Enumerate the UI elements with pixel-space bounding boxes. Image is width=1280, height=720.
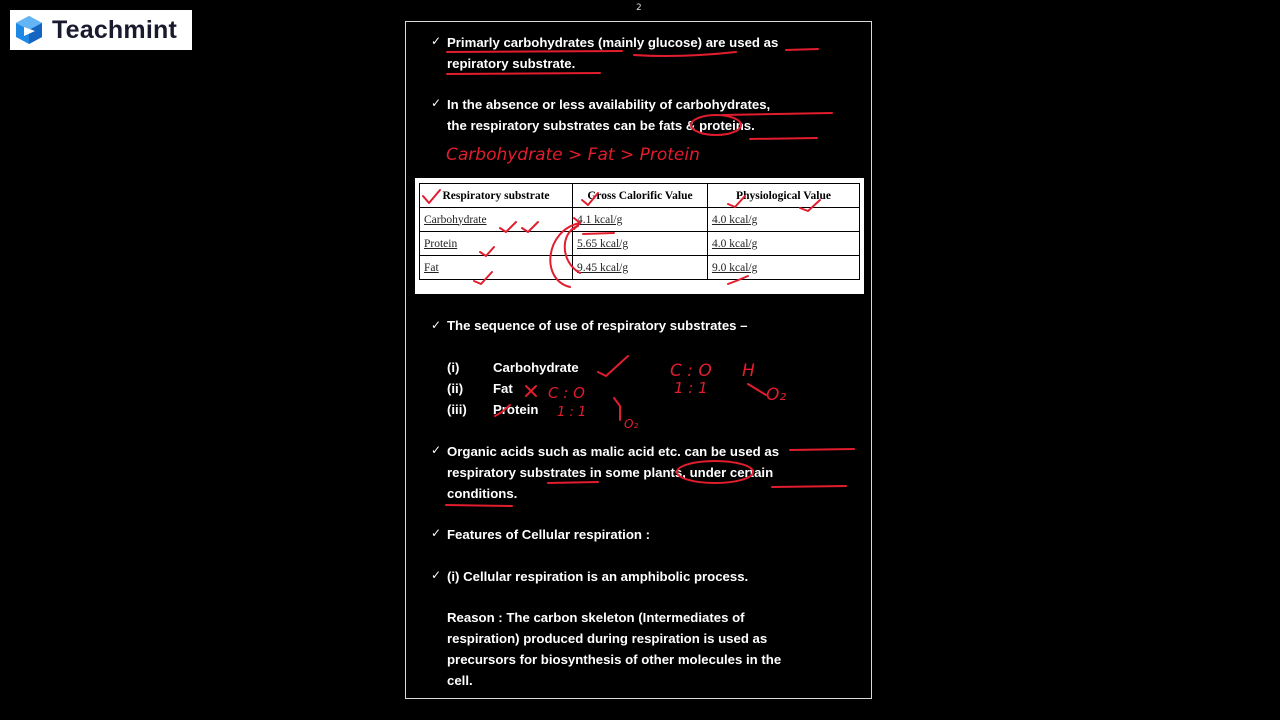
table-row: [420, 232, 860, 256]
table-cell: 4.0 kcal/g: [708, 232, 860, 256]
para-3-line-1: The sequence of use of respiratory substrates –: [447, 318, 748, 333]
sequence-item: Protein: [493, 402, 539, 417]
teachmint-logo: [10, 10, 192, 50]
table-row: [420, 208, 860, 232]
annotation-order-note: Carbohydrate > Fat > Protein: [446, 145, 700, 165]
para-6-line-1: (i) Cellular respiration is an amphibolic process.: [447, 569, 749, 584]
teachmint-cube-icon: [14, 15, 44, 45]
para-4-line-3: conditions.: [447, 486, 518, 501]
reason-line-2: respiration) produced during respiration is used as: [447, 631, 768, 646]
table-cell: 4.0 kcal/g: [708, 208, 860, 232]
table-cell: 4.1 kcal/g: [573, 208, 708, 232]
para-4-line-2: respiratory substrates in some plants, under certain: [447, 465, 774, 480]
annotation-ratio: 1 : 1: [557, 405, 587, 420]
sequence-num: (iii): [447, 402, 467, 417]
para-5-line-1: Features of Cellular respiration :: [447, 527, 650, 542]
table-cell: 9.45 kcal/g: [573, 256, 708, 280]
brand-name: Teachmint: [52, 15, 177, 44]
page-number: 2: [636, 3, 642, 13]
para-2-line-1: In the absence or less availability of carbohydrates,: [447, 97, 771, 112]
sequence-item: Fat: [493, 381, 513, 396]
reason-line-1: Reason : The carbon skeleton (Intermediates of: [447, 610, 745, 625]
table-header: Respiratory substrate: [420, 184, 573, 208]
table-header: Physiological Value: [708, 184, 860, 208]
annotation-o2: O₂: [624, 417, 639, 431]
table-header-row: [420, 184, 860, 208]
check-icon: ✓: [431, 318, 442, 332]
para-1-line-2: repiratory substrate.: [447, 56, 576, 71]
para-1-line-1: Primarly carbohydrates (mainly glucose) are used as: [447, 35, 779, 50]
annotation-ratio: 1 : 1: [674, 379, 708, 397]
check-icon: ✓: [431, 34, 442, 48]
annotation-ratio: C : O: [548, 384, 585, 402]
table-cell: 9.0 kcal/g: [708, 256, 860, 280]
check-icon: ✓: [431, 96, 442, 110]
sequence-item: Carbohydrate: [493, 360, 579, 375]
table-row: [420, 256, 860, 280]
table-cell: Protein: [420, 232, 573, 256]
para-4-line-1: Organic acids such as malic acid etc. can be used as: [447, 444, 780, 459]
annotation-ratio: C : O: [670, 361, 712, 381]
check-icon: ✓: [431, 568, 442, 582]
sequence-num: (i): [447, 360, 460, 375]
table-cell: Fat: [420, 256, 573, 280]
para-2-line-2: the respiratory substrates can be fats & proteins.: [447, 118, 755, 133]
sequence-num: (ii): [447, 381, 464, 396]
reason-line-3: precursors for biosynthesis of other molecules in the: [447, 652, 782, 667]
table-cell: Carbohydrate: [420, 208, 573, 232]
table-cell: 5.65 kcal/g: [573, 232, 708, 256]
annotation-o2: O₂: [766, 385, 787, 405]
annotation-h: H: [742, 361, 755, 381]
reason-line-4: cell.: [447, 673, 473, 688]
document-page: [405, 21, 872, 699]
calorific-value-table: [415, 178, 864, 294]
check-icon: ✓: [431, 526, 442, 540]
check-icon: ✓: [431, 443, 442, 457]
table-header: Gross Calorific Value: [573, 184, 708, 208]
